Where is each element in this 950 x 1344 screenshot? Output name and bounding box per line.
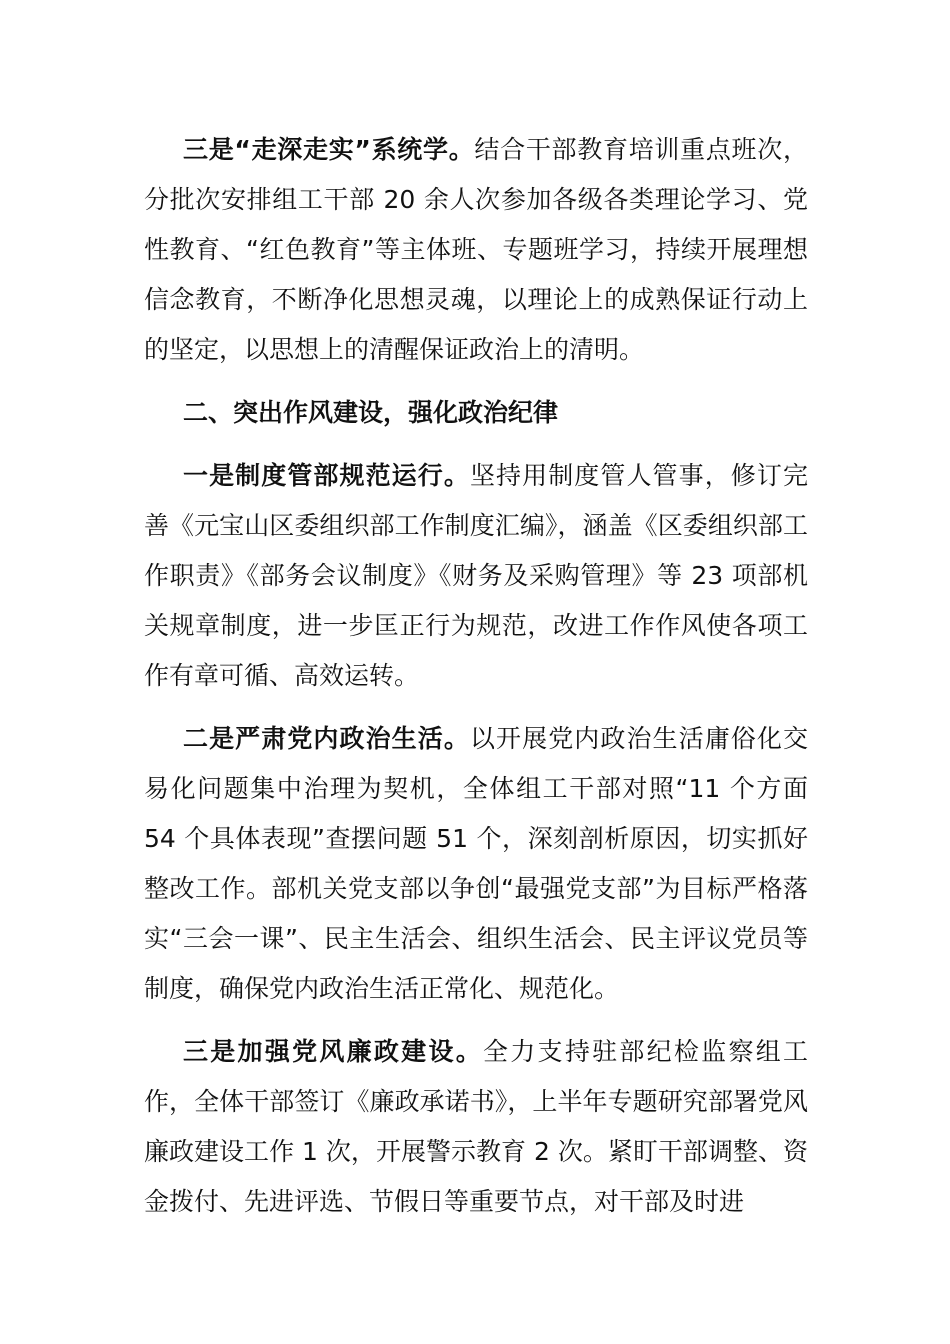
paragraph-integrity: [144, 1027, 808, 1227]
paragraph-lead: 二是严肃党内政治生活。: [183, 724, 470, 753]
paragraph-body: 坚持用制度管人管事，修订完善《元宝山区委组织部工作制度汇编》，涵盖《区委组织部工作职责》《部务会议制度》《财务及采购管理》等 23 项部机关规章制度，进一步匡正行为规范，改进工作作风使各项工作有章可循、高效运转。: [144, 461, 808, 690]
paragraph-body: 全力支持驻部纪检监察组工作，全体干部签订《廉政承诺书》，上半年专题研究部署党风廉政建设工作 1 次，开展警示教育 2 次。紧盯干部调整、资金拨付、先进评选、节假日等重要节点，对干部及时进: [144, 1037, 808, 1216]
paragraph-lead: 一是制度管部规范运行。: [183, 461, 470, 490]
paragraph-political-life: [144, 714, 808, 1014]
section-heading: 二、突出作风建设，强化政治纪律: [183, 398, 559, 427]
document-page: [144, 125, 808, 1240]
paragraph-study: [144, 125, 808, 375]
paragraph-body: 以开展党内政治生活庸俗化交易化问题集中治理为契机，全体组工干部对照“11 个方面 54 个具体表现”查摆问题 51 个，深刻剖析原因，切实抓好整改工作。部机关党支部以争创“最强党支部”为目标严格落实“三会一课”、民主生活会、组织生活会、民主评议党员等制度，确保党内政治生活正常化、规范化。: [144, 724, 808, 1003]
paragraph-body: 结合干部教育培训重点班次，分批次安排组工干部 20 余人次参加各级各类理论学习、党性教育、“红色教育”等主体班、专题班学习，持续开展理想信念教育，不断净化思想灵魂，以理论上的成熟保证行动上的坚定，以思想上的清醒保证政治上的清明。: [144, 135, 808, 364]
paragraph-system: [144, 451, 808, 701]
paragraph-lead: 三是加强党风廉政建设。: [183, 1037, 483, 1066]
paragraph-lead: 三是“走深走实”系统学。: [183, 135, 475, 164]
